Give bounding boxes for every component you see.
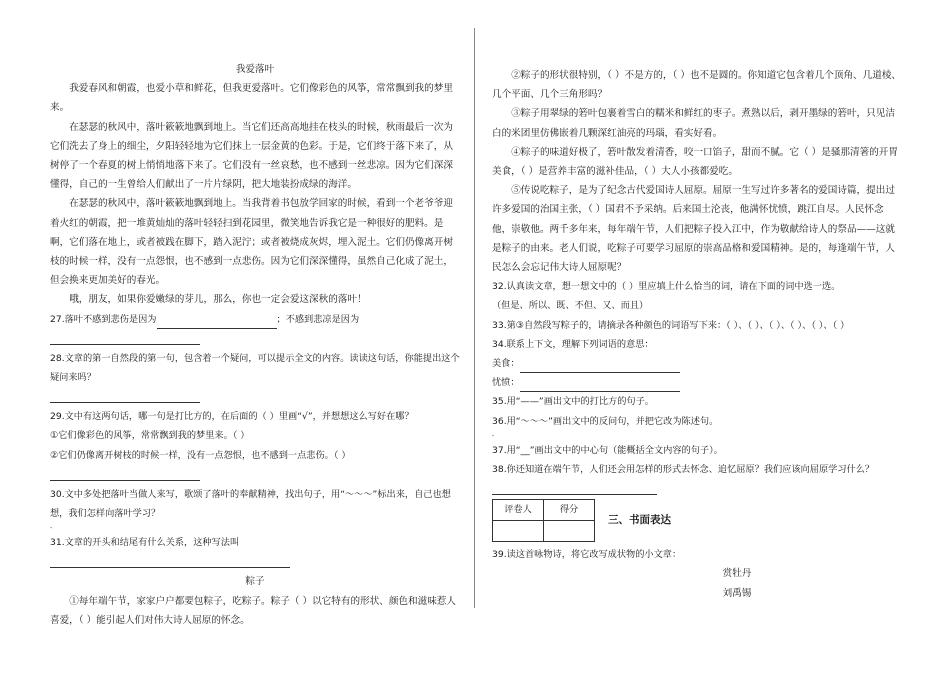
reviewer-cell[interactable] (493, 521, 544, 542)
question-27 (50, 310, 460, 329)
question-28: 28.文章的第一自然段的第一句，包含着一个疑问，可以提示全文的内容。读读这句话，你能提出这个疑问来吗？ (50, 352, 460, 384)
paragraph-1: 我爱春风和朝霞，也爱小草和鲜花，但我更爱落叶。它们像彩色的风筝，常常飘到我的梦里来。 (50, 83, 453, 114)
section-3-header (492, 499, 902, 542)
question-34-b (492, 373, 902, 392)
article-2-title: 粽子 (245, 576, 265, 588)
zongzi-paragraph-2: ②粽子的形状很特别，（ ）不是方的，（ ）也不是圆的。你知道它包含着几个顶角、几道棱、几个平面、几个三角形吗？ (492, 70, 902, 101)
score-label: 得分 (544, 500, 595, 521)
question-32-options: （但是、所以、既、不但、又、而且） (492, 300, 649, 312)
answer-line-27a[interactable] (157, 316, 277, 329)
poem-author: 刘禹锡 (722, 587, 752, 599)
zongzi-paragraph-4: ④粽子的味道好极了，箬叶散发着清香，咬一口馅子，甜而不腻。它（ ）是骚那清箸的开胃美食，（ ）是营养丰富的滋补佳品，（ ）大人小孩都爱吃。 (492, 146, 898, 178)
paragraph-4: 哦，朋友，如果你爱嫩绿的芽儿，那么，你也一定会爱这深秋的落叶！ (69, 294, 367, 306)
question-29-option-a: ①它们像彩色的风筝，常常飘到我的梦里来。（ ） (50, 430, 250, 442)
question-34-a (492, 354, 902, 373)
paragraph-2: 在瑟瑟的秋风中，落叶簌簌地飘到地上。当它们还高高地挂在枝头的时候，秋雨最后一次为它们洗去了身上的细尘，夕阳轻轻地为它们抹上一层金黄的色彩。于是，它们终于落下来了，从树停了一个春夏的树上悄悄地落下来了。它们没有一丝哀愁，也不感到一丝悲凉。因为它们深深懂得，自己的一生曾给人们献出了一片片绿阴，把大地装扮成绿的海洋。 (50, 121, 453, 191)
answer-line-29[interactable] (50, 465, 200, 481)
zongzi-paragraph-1: ①每年端午节，家家户户都要包粽子，吃粽子。粽子（ ）以它特有的形状、颜色和滋味惹人喜爱，（ ）能引起人们对伟大诗人屈原的怀念。 (50, 595, 456, 626)
zongzi-paragraph-3: ③粽子用翠绿的箬叶包裹着雪白的糯米和鲜红的枣子。煮熟以后，剥开墨绿的箬叶，只见洁白的米团里仿佛嵌着几颗深红油亮的玛瑙，看实好看。 (492, 108, 895, 139)
question-34-b-label: 忧愤： (492, 377, 520, 389)
answer-line-28[interactable] (50, 387, 200, 403)
article-title: 我爱落叶 (235, 64, 275, 75)
answer-line-34b[interactable] (520, 379, 680, 392)
question-35: 35.用“——”画出文中的打比方的句子。 (492, 396, 654, 408)
answer-mark-30: - (50, 524, 53, 533)
answer-line-31[interactable] (50, 552, 290, 568)
question-29-option-b: ②它们仍像离开树枝的时候一样，没有一点怨恨，也不感到一点悲伤。（ ） (50, 449, 351, 461)
question-27-text: 27.落叶不感到悲伤是因为 (50, 313, 157, 325)
poem-title: 赏牡丹 (722, 568, 752, 580)
answer-line-38[interactable] (492, 479, 657, 495)
paragraph-3: 在瑟瑟的秋风中，落叶簌簌地飘到地上。当我背着书包放学回家的时候，看到一个老爷爷迎着火红的朝霞，把一堆黄灿灿的落叶轻轻扫到花园里，微笑地告诉我它是一种很好的肥料。是啊，它们落在地上，或者被践在脚下，踏入泥泞；或者被烧成灰烬，埋入泥土。它们仍像离开树枝的时候一样，没有一点怨恨，也不感到一点悲伤。因为它们深深懂得，虽然自己化成了泥土，但会换来更加美好的春光。 (50, 198, 453, 287)
question-33: 33.第③自然段写粽子的，请摘录各种颜色的词语写下来：（ ）、（ ）、（ ）、（ ）、（ ）、（ ） (492, 319, 850, 331)
question-30: 30.文中多处把落叶当做人来写，歌颂了落叶的奉献精神，找出句子，用“～～～”标出来，自己也想想，我们怎样向落叶学习？ (50, 488, 451, 520)
question-34-a-label: 美食： (492, 358, 520, 370)
section-3-title: 三、书面表达 (608, 514, 672, 527)
question-32: 32.认真读文章，想一想文中的（ ）里应填上什么恰当的词，请在下面的词中选一选。 (492, 281, 841, 293)
question-27-text-b: ；不感到悲凉是因为 (276, 313, 360, 325)
right-column (492, 66, 902, 603)
score-cell[interactable] (544, 521, 595, 542)
question-31: 31.文章的开头和结尾有什么关系，这种写法叫 (50, 537, 240, 549)
question-37: 37.用“__”画出文中的中心句（能概括全文内容的句子）。 (492, 444, 723, 456)
zongzi-paragraph-5: ⑤传说吃粽子，是为了纪念古代爱国诗人屈原。屈原一生写过许多著名的爱国诗篇，提出过许多爱国的治国主张，（ ）国君不予采纳。后来国土沦丧，他满怀忧愤，跳江自尽。人民怀念他，崇敬他。两千多年来，每年端午节，人们把粽子投入江中，作为敬献给诗人的祭品——这就是粽子的由来。老人们说，吃粽子可要学习屈原的崇高品格和爱国精神。是的，每逢端午节，人民怎么会忘记伟大诗人屈原呢？ (492, 185, 895, 274)
question-29: 29.文中有这两句话，哪一句是打比方的，在后面的（ ）里画“√”，并想想这么写好在哪？ (50, 411, 414, 423)
question-36: 36.用“～～～”画出文中的反问句，并把它改为陈述句。 (492, 415, 719, 427)
score-table (492, 499, 595, 542)
question-38: 38.你还知道在端午节，人们还会用怎样的形式去怀念、追忆屈原？我们应该向屈原学习什么？ (492, 464, 875, 476)
answer-mark-36: - (492, 431, 495, 440)
reviewer-label: 评卷人 (493, 500, 544, 521)
question-39: 39.读这首咏物诗，将它改写成状物的小文章： (492, 549, 682, 561)
column-divider (474, 28, 475, 608)
answer-line-27b[interactable] (50, 329, 200, 345)
left-column (50, 60, 460, 630)
question-34: 34.联系上下文，理解下列词语的意思： (492, 338, 654, 350)
answer-line-34a[interactable] (520, 360, 680, 373)
